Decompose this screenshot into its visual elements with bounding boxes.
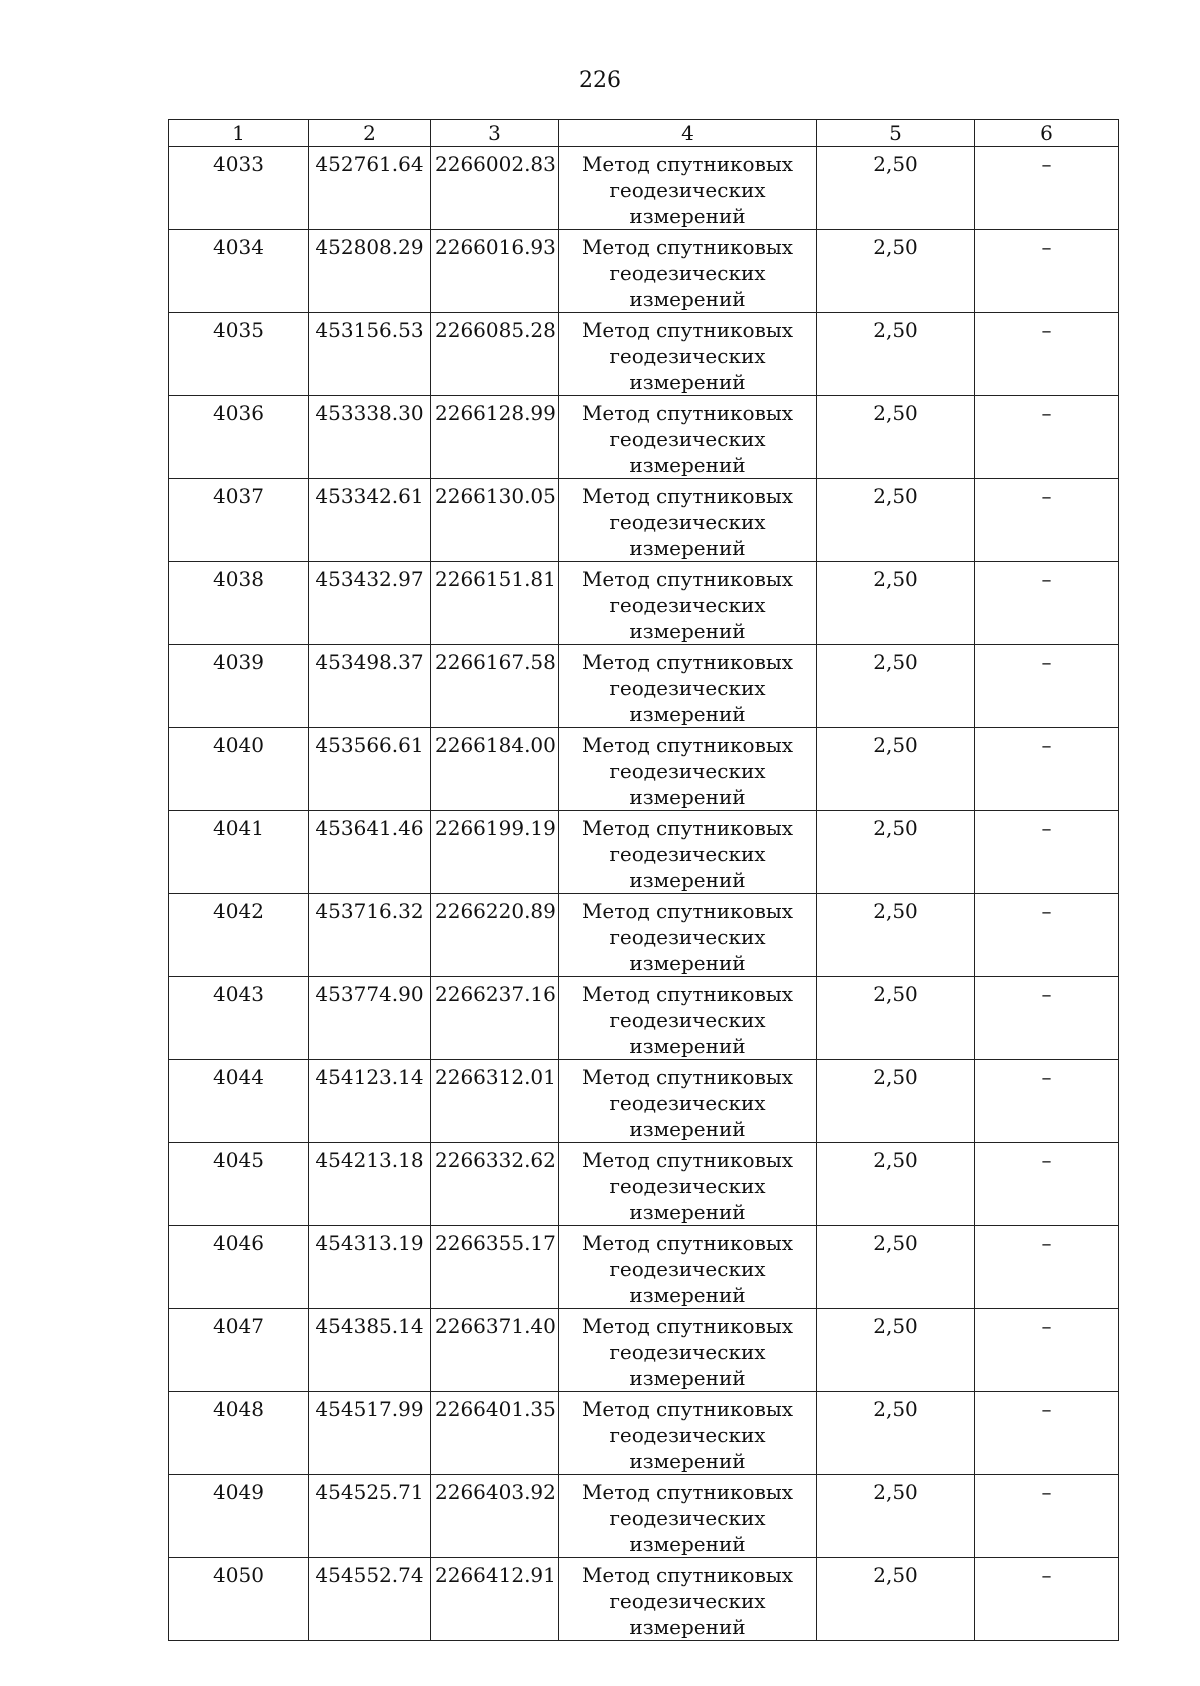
method-cell: Метод спутниковых геодезических измерений [559,894,817,977]
x-coordinate-cell: 453566.61 [309,728,431,811]
y-coordinate-cell: 2266130.05 [431,479,559,562]
point-number-cell: 4048 [169,1392,309,1475]
note-cell: – [975,977,1119,1060]
x-coordinate-cell: 453432.97 [309,562,431,645]
x-coordinate-cell: 453716.32 [309,894,431,977]
table-body [169,147,1119,1641]
accuracy-cell: 2,50 [817,1475,975,1558]
table-row [169,479,1119,562]
column-header: 4 [559,120,817,147]
note-cell: – [975,645,1119,728]
y-coordinate-cell: 2266016.93 [431,230,559,313]
table-row [169,1060,1119,1143]
x-coordinate-cell: 453498.37 [309,645,431,728]
accuracy-cell: 2,50 [817,1226,975,1309]
method-cell: Метод спутниковых геодезических измерений [559,313,817,396]
y-coordinate-cell: 2266151.81 [431,562,559,645]
table-row [169,1392,1119,1475]
method-cell: Метод спутниковых геодезических измерений [559,562,817,645]
point-number-cell: 4045 [169,1143,309,1226]
table-row [169,147,1119,230]
x-coordinate-cell: 453641.46 [309,811,431,894]
method-cell: Метод спутниковых геодезических измерений [559,230,817,313]
method-cell: Метод спутниковых геодезических измерений [559,1143,817,1226]
y-coordinate-cell: 2266199.19 [431,811,559,894]
point-number-cell: 4050 [169,1558,309,1641]
y-coordinate-cell: 2266371.40 [431,1309,559,1392]
x-coordinate-cell: 453338.30 [309,396,431,479]
x-coordinate-cell: 453342.61 [309,479,431,562]
note-cell: – [975,479,1119,562]
table-row [169,977,1119,1060]
point-number-cell: 4037 [169,479,309,562]
note-cell: – [975,147,1119,230]
accuracy-cell: 2,50 [817,1143,975,1226]
y-coordinate-cell: 2266401.35 [431,1392,559,1475]
accuracy-cell: 2,50 [817,562,975,645]
point-number-cell: 4038 [169,562,309,645]
method-cell: Метод спутниковых геодезических измерений [559,1309,817,1392]
table-row [169,1309,1119,1392]
y-coordinate-cell: 2266220.89 [431,894,559,977]
x-coordinate-cell: 453774.90 [309,977,431,1060]
note-cell: – [975,1143,1119,1226]
x-coordinate-cell: 454517.99 [309,1392,431,1475]
column-header: 1 [169,120,309,147]
page-number: 226 [579,68,621,93]
x-coordinate-cell: 453156.53 [309,313,431,396]
point-number-cell: 4041 [169,811,309,894]
table-row [169,562,1119,645]
method-cell: Метод спутниковых геодезических измерений [559,479,817,562]
point-number-cell: 4049 [169,1475,309,1558]
accuracy-cell: 2,50 [817,1392,975,1475]
method-cell: Метод спутниковых геодезических измерений [559,728,817,811]
accuracy-cell: 2,50 [817,147,975,230]
column-header: 6 [975,120,1119,147]
accuracy-cell: 2,50 [817,1558,975,1641]
note-cell: – [975,562,1119,645]
x-coordinate-cell: 454552.74 [309,1558,431,1641]
note-cell: – [975,1558,1119,1641]
method-cell: Метод спутниковых геодезических измерений [559,811,817,894]
y-coordinate-cell: 2266312.01 [431,1060,559,1143]
table-row [169,230,1119,313]
x-coordinate-cell: 454313.19 [309,1226,431,1309]
accuracy-cell: 2,50 [817,396,975,479]
x-coordinate-cell: 454525.71 [309,1475,431,1558]
accuracy-cell: 2,50 [817,645,975,728]
table-row [169,313,1119,396]
note-cell: – [975,1226,1119,1309]
point-number-cell: 4046 [169,1226,309,1309]
point-number-cell: 4044 [169,1060,309,1143]
y-coordinate-cell: 2266332.62 [431,1143,559,1226]
method-cell: Метод спутниковых геодезических измерений [559,147,817,230]
note-cell: – [975,728,1119,811]
x-coordinate-cell: 454123.14 [309,1060,431,1143]
table-row [169,396,1119,479]
table-row [169,894,1119,977]
method-cell: Метод спутниковых геодезических измерений [559,1392,817,1475]
method-cell: Метод спутниковых геодезических измерений [559,1060,817,1143]
note-cell: – [975,313,1119,396]
point-number-cell: 4035 [169,313,309,396]
y-coordinate-cell: 2266128.99 [431,396,559,479]
accuracy-cell: 2,50 [817,1060,975,1143]
point-number-cell: 4047 [169,1309,309,1392]
table-row [169,728,1119,811]
accuracy-cell: 2,50 [817,894,975,977]
accuracy-cell: 2,50 [817,313,975,396]
accuracy-cell: 2,50 [817,728,975,811]
y-coordinate-cell: 2266167.58 [431,645,559,728]
table-row [169,1475,1119,1558]
y-coordinate-cell: 2266412.91 [431,1558,559,1641]
method-cell: Метод спутниковых геодезических измерений [559,1226,817,1309]
table-row [169,1558,1119,1641]
point-number-cell: 4039 [169,645,309,728]
point-number-cell: 4043 [169,977,309,1060]
table-row [169,1226,1119,1309]
column-header: 3 [431,120,559,147]
method-cell: Метод спутниковых геодезических измерений [559,1558,817,1641]
point-number-cell: 4034 [169,230,309,313]
note-cell: – [975,1392,1119,1475]
accuracy-cell: 2,50 [817,977,975,1060]
y-coordinate-cell: 2266002.83 [431,147,559,230]
point-number-cell: 4040 [169,728,309,811]
note-cell: – [975,230,1119,313]
point-number-cell: 4033 [169,147,309,230]
table-row [169,645,1119,728]
x-coordinate-cell: 454385.14 [309,1309,431,1392]
x-coordinate-cell: 452761.64 [309,147,431,230]
note-cell: – [975,1060,1119,1143]
y-coordinate-cell: 2266184.00 [431,728,559,811]
method-cell: Метод спутниковых геодезических измерений [559,396,817,479]
table-header-row [169,120,1119,147]
point-number-cell: 4036 [169,396,309,479]
y-coordinate-cell: 2266237.16 [431,977,559,1060]
accuracy-cell: 2,50 [817,230,975,313]
coordinates-table [168,119,1119,1641]
note-cell: – [975,1475,1119,1558]
method-cell: Метод спутниковых геодезических измерений [559,645,817,728]
column-header: 2 [309,120,431,147]
x-coordinate-cell: 452808.29 [309,230,431,313]
accuracy-cell: 2,50 [817,479,975,562]
y-coordinate-cell: 2266403.92 [431,1475,559,1558]
method-cell: Метод спутниковых геодезических измерений [559,977,817,1060]
point-number-cell: 4042 [169,894,309,977]
note-cell: – [975,811,1119,894]
note-cell: – [975,1309,1119,1392]
table-row [169,1143,1119,1226]
x-coordinate-cell: 454213.18 [309,1143,431,1226]
accuracy-cell: 2,50 [817,1309,975,1392]
note-cell: – [975,396,1119,479]
column-header: 5 [817,120,975,147]
method-cell: Метод спутниковых геодезических измерений [559,1475,817,1558]
table-row [169,811,1119,894]
y-coordinate-cell: 2266085.28 [431,313,559,396]
y-coordinate-cell: 2266355.17 [431,1226,559,1309]
note-cell: – [975,894,1119,977]
accuracy-cell: 2,50 [817,811,975,894]
